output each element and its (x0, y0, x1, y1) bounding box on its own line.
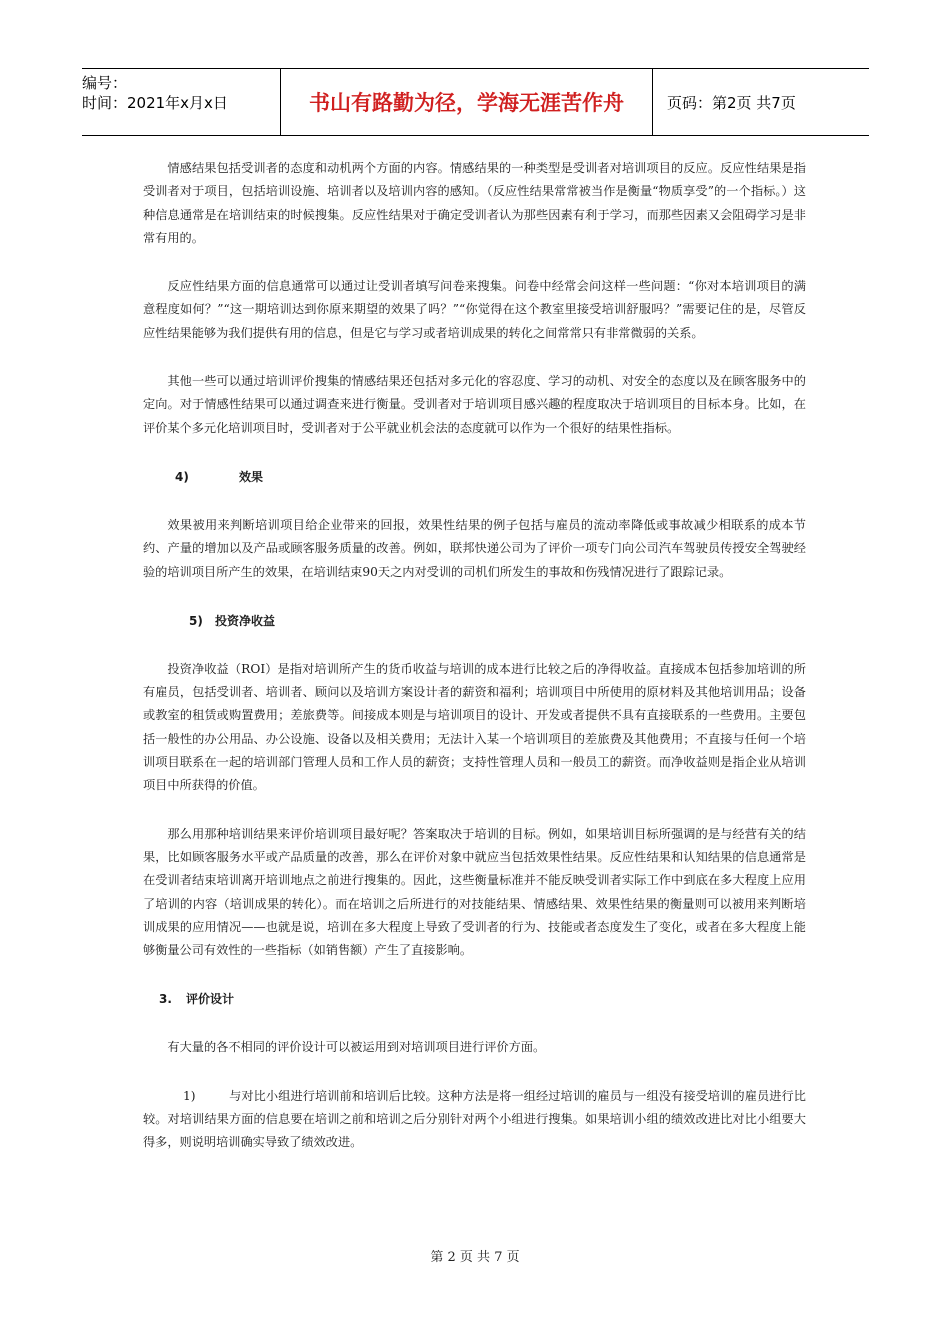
paragraph: 有大量的各不相同的评价设计可以被运用到对培训项目进行评价方面。 (167, 1040, 546, 1055)
section-heading (143, 465, 806, 489)
item-text: 与对比小组进行培训前和培训后比较。这种方法是将一组经过培训的雇员与一组没有接受培训的雇员进行比较。对培训结果方面的信息要在培训之前和培训之后分别针对两个小组进行搜集。如果培训小组的绩效改进比对比小组要大得多，则说明培训确实导致了绩效改进。 (143, 1088, 806, 1150)
paragraph: 反应性结果方面的信息通常可以通过让受训者填写问卷来搜集。问卷中经常会问这样一些问题：“你对本培训项目的满意程度如何？”“这一期培训达到你原来期望的效果了吗？”“你觉得在这个教室里接受培训舒服吗？”需要记住的是，尽管反应性结果能够为我们提供有用的信息，但是它与学习或者培训成果的转化之间常常只有非常微弱的关系。 (143, 279, 806, 340)
date-label: 时间：2021年x月x日 (82, 94, 228, 112)
page-header (82, 68, 869, 136)
paragraph: 那么用那种培训结果来评价培训项目最好呢？答案取决于培训的目标。例如，如果培训目标所强调的是与经营有关的结果，比如顾客服务水平或产品质量的改善，那么在评价对象中就应当包括效果性结果。反应性结果和认知结果的信息通常是在受训者结束培训离开培训地点之前进行搜集的。因此，这些衡量标准并不能反映受训者实际工作中到底在多大程度上应用了培训的内容（培训成果的转化）。而在培训之后所进行的对技能结果、情感结果、效果性结果的衡量则可以被用来判断培训成果的应用情况——也就是说，培训在多大程度上导致了受训者的行为、技能或者态度发生了变化，或者在多大程度上能够衡量公司有效性的一些指标（如销售额）产生了直接影响。 (143, 826, 806, 958)
header-meta (82, 69, 280, 135)
paragraph: 效果被用来判断培训项目给企业带来的回报，效果性结果的例子包括与雇员的流动率降低或事故减少相联系的成本节约、产量的增加以及产品或顾客服务质量的改善。例如，联邦快递公司为了评价一项专门向公司汽车驾驶员传授安全驾驶经验的培训项目所产生的效果，在培训结束90天之内对受训的司机们所发生的事故和伤残情况进行了跟踪记录。 (143, 517, 806, 579)
number-label: 编号： (82, 74, 128, 92)
heading-title: 评价设计 (186, 992, 235, 1007)
heading-number: 5) (189, 613, 203, 628)
header-page-label: 页码：第2页 共7页 (667, 93, 796, 112)
heading-number: 4) (175, 469, 189, 484)
section-heading (143, 987, 806, 1011)
heading-title: 投资净收益 (215, 613, 276, 628)
document-body (143, 157, 806, 1155)
paragraph: 投资净收益（ROI）是指对培训所产生的货币收益与培训的成本进行比较之后的净得收益。直接成本包括参加培训的所有雇员，包括受训者、培训者、顾问以及培训方案设计者的薪资和福利；培训项目中所使用的原材料及其他培训用品；设备或教室的租赁或购置费用；差旅费等。间接成本则是与培训项目的设计、开发或者提供不具有直接联系的一些费用。主要包括一般性的办公用品、办公设施、设备以及相关费用；无法计入某一个培训项目的差旅费及其他费用；不直接与任何一个培训项目联系在一起的培训部门管理人员和工作人员的薪资；支持性管理人员和一般员工的薪资。而净收益则是指企业从培训项目中所获得的价值。 (143, 661, 806, 793)
section-heading (143, 609, 806, 633)
header-motto: 书山有路勤为径，学海无涯苦作舟 (280, 69, 653, 135)
heading-title: 效果 (239, 469, 264, 484)
page-footer: 第 2 页 共 7 页 (430, 1250, 520, 1265)
list-item (143, 1085, 806, 1155)
heading-number: 3. (159, 992, 172, 1007)
item-number: 1) (183, 1088, 196, 1103)
paragraph: 其他一些可以通过培训评价搜集的情感结果还包括对多元化的容忍度、学习的动机、对安全的态度以及在顾客服务中的定向。对于情感性结果可以通过调查来进行衡量。受训者对于培训项目感兴趣的程度取决于培训项目的目标本身。比如，在评价某个多元化培训项目时，受训者对于公平就业机会法的态度就可以作为一个很好的结果性指标。 (143, 374, 806, 435)
paragraph: 情感结果包括受训者的态度和动机两个方面的内容。情感结果的一种类型是受训者对培训项目的反应。反应性结果是指受训者对于项目，包括培训设施、培训者以及培训内容的感知。（反应性结果常常被当作是衡量“物质享受”的一个指标。）这种信息通常是在培训结束的时候搜集。反应性结果对于确定受训者认为那些因素有利于学习，而那些因素又会阻碍学习是非常有用的。 (143, 161, 806, 245)
